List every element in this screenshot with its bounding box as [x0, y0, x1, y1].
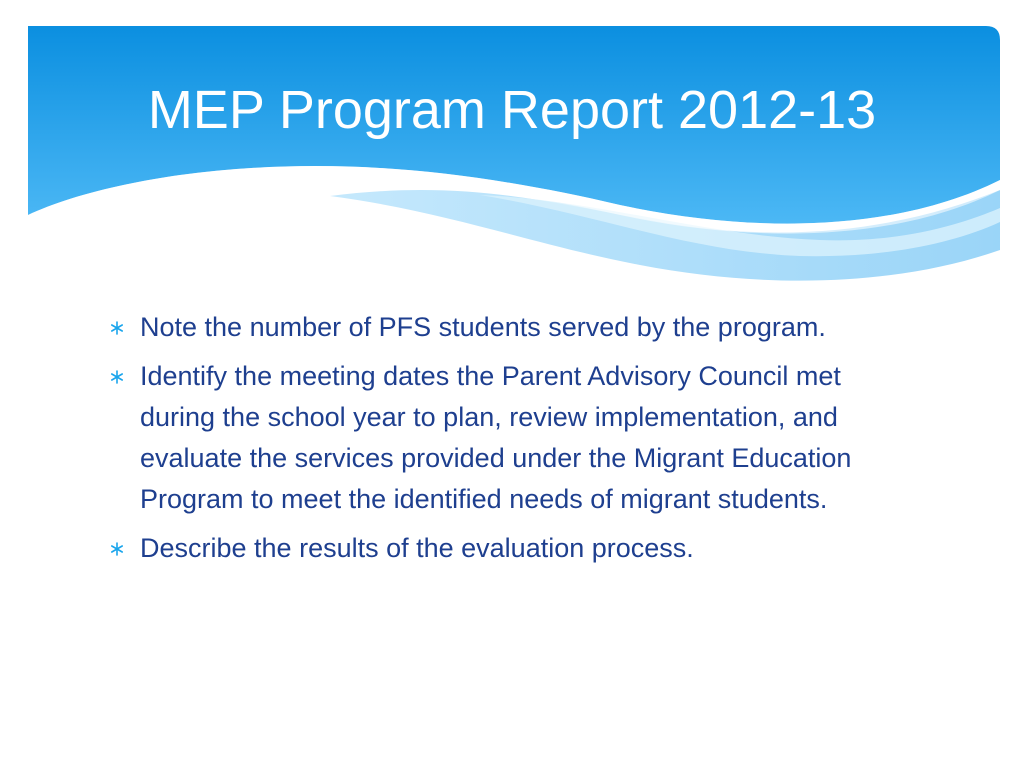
asterisk-bullet-icon: [107, 528, 127, 569]
bullet-item: [107, 307, 907, 348]
bullet-item: [107, 356, 907, 520]
bullet-list: [107, 307, 907, 577]
slide-title: MEP Program Report 2012-13: [147, 80, 877, 140]
bullet-text: Identify the meeting dates the Parent Advisory Council met during the school year to plan, review implementation, and evaluate the services provided under the Migrant Education Program to meet the identified needs of migrant students.: [140, 361, 852, 514]
bullet-text: Note the number of PFS students served by the program.: [140, 312, 826, 342]
asterisk-bullet-icon: [107, 307, 127, 348]
bullet-text: Describe the results of the evaluation process.: [140, 533, 694, 563]
header-band: [0, 0, 1024, 300]
asterisk-bullet-icon: [107, 356, 127, 397]
bullet-item: [107, 528, 907, 569]
